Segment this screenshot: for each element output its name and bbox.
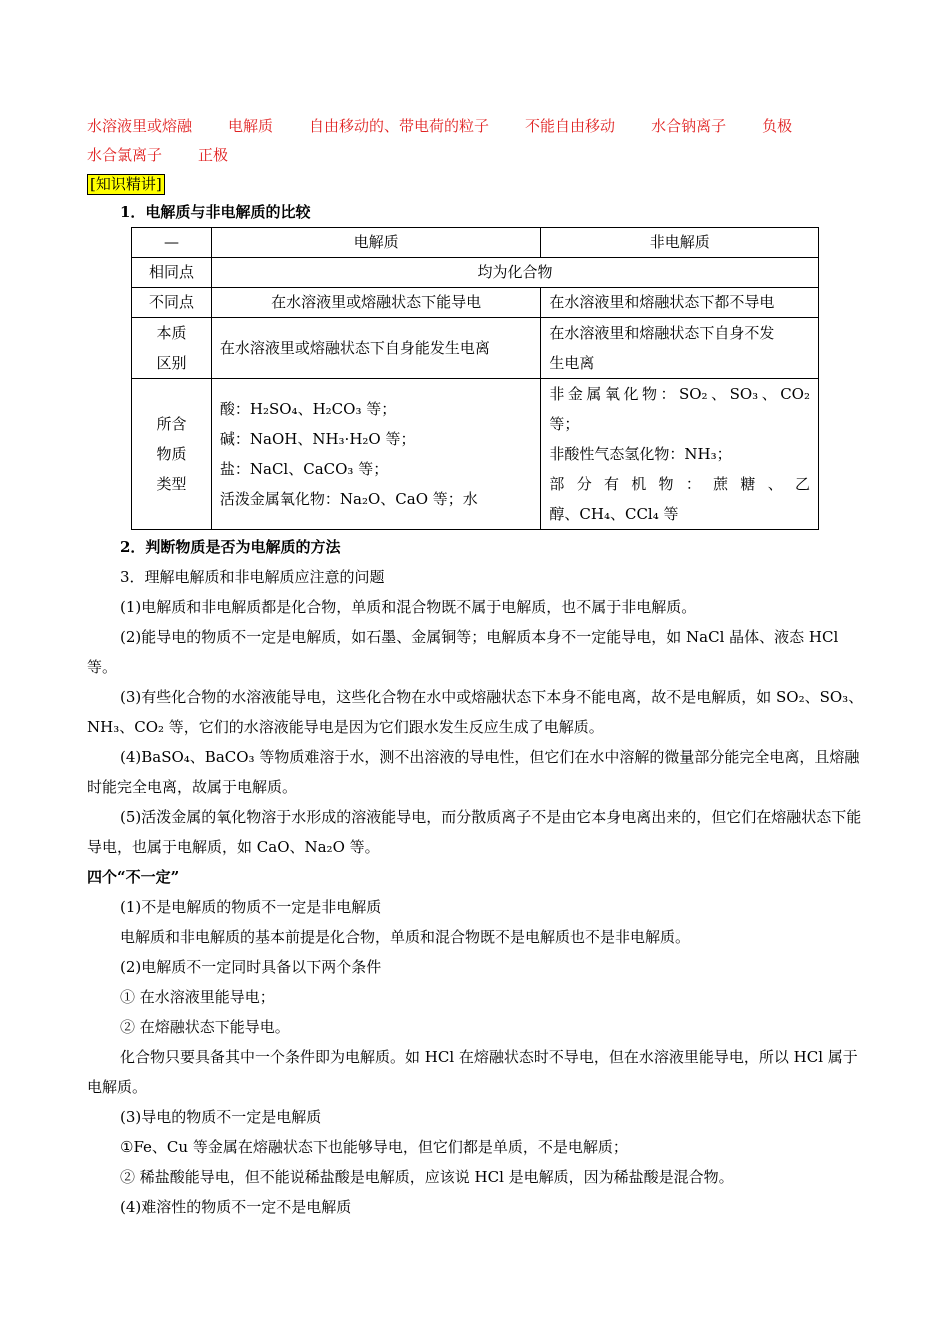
answer-item: 水溶液里或熔融 [87, 117, 193, 135]
paragraph: ② 在熔融状态下能导电。 [120, 1018, 290, 1036]
section-2-title: 2．判断物质是否为电解质的方法 [120, 538, 341, 556]
row-label-line: 物质 [156, 445, 187, 463]
cell-line: 生电离 [549, 354, 595, 372]
answer-line-1 [87, 112, 865, 141]
row-label [132, 318, 212, 379]
paragraph: (5)活泼金属的氧化物溶于水形成的溶液能导电，而分散质离子不是由它本身电离出来的，但它们在熔融状态下能导电，也属于电解质，如 CaO、Na₂O 等。 [87, 808, 862, 856]
paragraph: (2)电解质不一定同时具备以下两个条件 [120, 958, 382, 976]
table-row [132, 258, 819, 288]
knowledge-tag: [知识精讲] [87, 174, 165, 195]
document-page [87, 112, 865, 1222]
answer-item: 水合钠离子 [651, 117, 727, 135]
cell-line: 非酸性气态氢化物：NH₃； [549, 445, 732, 463]
table-row [132, 318, 819, 379]
table-header-cell: — [132, 228, 212, 258]
paragraph: (1)不是电解质的物质不一定是非电解质 [120, 898, 382, 916]
comparison-table [131, 227, 819, 530]
section-3-title: 3．理解电解质和非电解质应注意的问题 [120, 568, 385, 586]
cell-line: 部分有机物：蔗糖、乙 [549, 475, 810, 493]
cell-line: 醇、CH₄、CCl₄ 等 [549, 505, 679, 523]
table-row [132, 379, 819, 530]
paragraph: (2)能导电的物质不一定是电解质，如石墨、金属铜等；电解质本身不一定能导电，如 NaCl 晶体、液态 HCl 等。 [87, 628, 839, 676]
table-cell [211, 379, 541, 530]
paragraph: (3)有些化合物的水溶液能导电，这些化合物在水中或熔融状态下本身不能电离，故不是电解质，如 SO₂、SO₃、NH₃、CO₂ 等，它们的水溶液能导电是因为它们跟水发生反应生成了电解质。 [87, 688, 864, 736]
table-cell: 在水溶液里和熔融状态下都不导电 [541, 288, 819, 318]
table-cell: 在水溶液里或熔融状态下能导电 [211, 288, 541, 318]
table-cell: 均为化合物 [211, 258, 818, 288]
answer-item: 不能自由移动 [525, 117, 616, 135]
table-cell [541, 318, 819, 379]
cell-line: 非金属氧化物：SO₂、SO₃、CO₂ [549, 385, 810, 403]
paragraph: ① 在水溶液里能导电； [120, 988, 275, 1006]
table-header-cell: 电解质 [211, 228, 541, 258]
row-label-line: 所含 [156, 415, 187, 433]
section-1-title: 1．电解质与非电解质的比较 [120, 203, 311, 221]
paragraph: 化合物只要具备其中一个条件即为电解质。如 HCl 在熔融状态时不导电，但在水溶液里能导电，所以 HCl 属于电解质。 [87, 1048, 858, 1096]
row-label-line: 类型 [156, 475, 187, 493]
paragraph: 电解质和非电解质的基本前提是化合物，单质和混合物既不是电解质也不是非电解质。 [120, 928, 691, 946]
answer-item: 电解质 [228, 117, 274, 135]
paragraph: (3)导电的物质不一定是电解质 [120, 1108, 322, 1126]
paragraph: ② 稀盐酸能导电，但不能说稀盐酸是电解质，应该说 HCl 是电解质，因为稀盐酸是混合物。 [120, 1168, 734, 1186]
cell-line: 盐：NaCl、CaCO₃ 等； [219, 460, 389, 478]
row-label: 相同点 [132, 258, 212, 288]
answer-item: 水合氯离子 [87, 146, 163, 164]
row-label-line: 本质 [156, 324, 187, 342]
row-label-line: 区别 [156, 354, 187, 372]
answer-item: 自由移动的、带电荷的粒子 [309, 117, 490, 135]
cell-line: 等； [549, 415, 580, 433]
answer-line-2 [87, 141, 865, 170]
four-not-necessarily-title: 四个“不一定” [87, 868, 180, 886]
answer-item: 正极 [198, 146, 229, 164]
table-cell [541, 379, 819, 530]
cell-line: 酸：H₂SO₄、H₂CO₃ 等； [219, 400, 397, 418]
table-cell: 在水溶液里或熔融状态下自身能发生电离 [211, 318, 541, 379]
paragraph: ①Fe、Cu 等金属在熔融状态下也能够导电，但它们都是单质，不是电解质； [120, 1138, 628, 1156]
paragraph: (4)BaSO₄、BaCO₃ 等物质难溶于水，测不出溶液的导电性，但它们在水中溶解的微量部分能完全电离，且熔融时能完全电离，故属于电解质。 [87, 748, 860, 796]
answer-item: 负极 [762, 117, 793, 135]
cell-line: 活泼金属氧化物：Na₂O、CaO 等；水 [219, 490, 478, 508]
table-row [132, 288, 819, 318]
row-label: 不同点 [132, 288, 212, 318]
row-label [132, 379, 212, 530]
cell-line: 在水溶液里和熔融状态下自身不发 [549, 324, 775, 342]
table-header-cell: 非电解质 [541, 228, 819, 258]
paragraph: (4)难溶性的物质不一定不是电解质 [120, 1198, 352, 1216]
cell-line: 碱：NaOH、NH₃·H₂O 等； [219, 430, 416, 448]
table-header-row [132, 228, 819, 258]
paragraph: (1)电解质和非电解质都是化合物，单质和混合物既不属于电解质，也不属于非电解质。 [120, 598, 697, 616]
